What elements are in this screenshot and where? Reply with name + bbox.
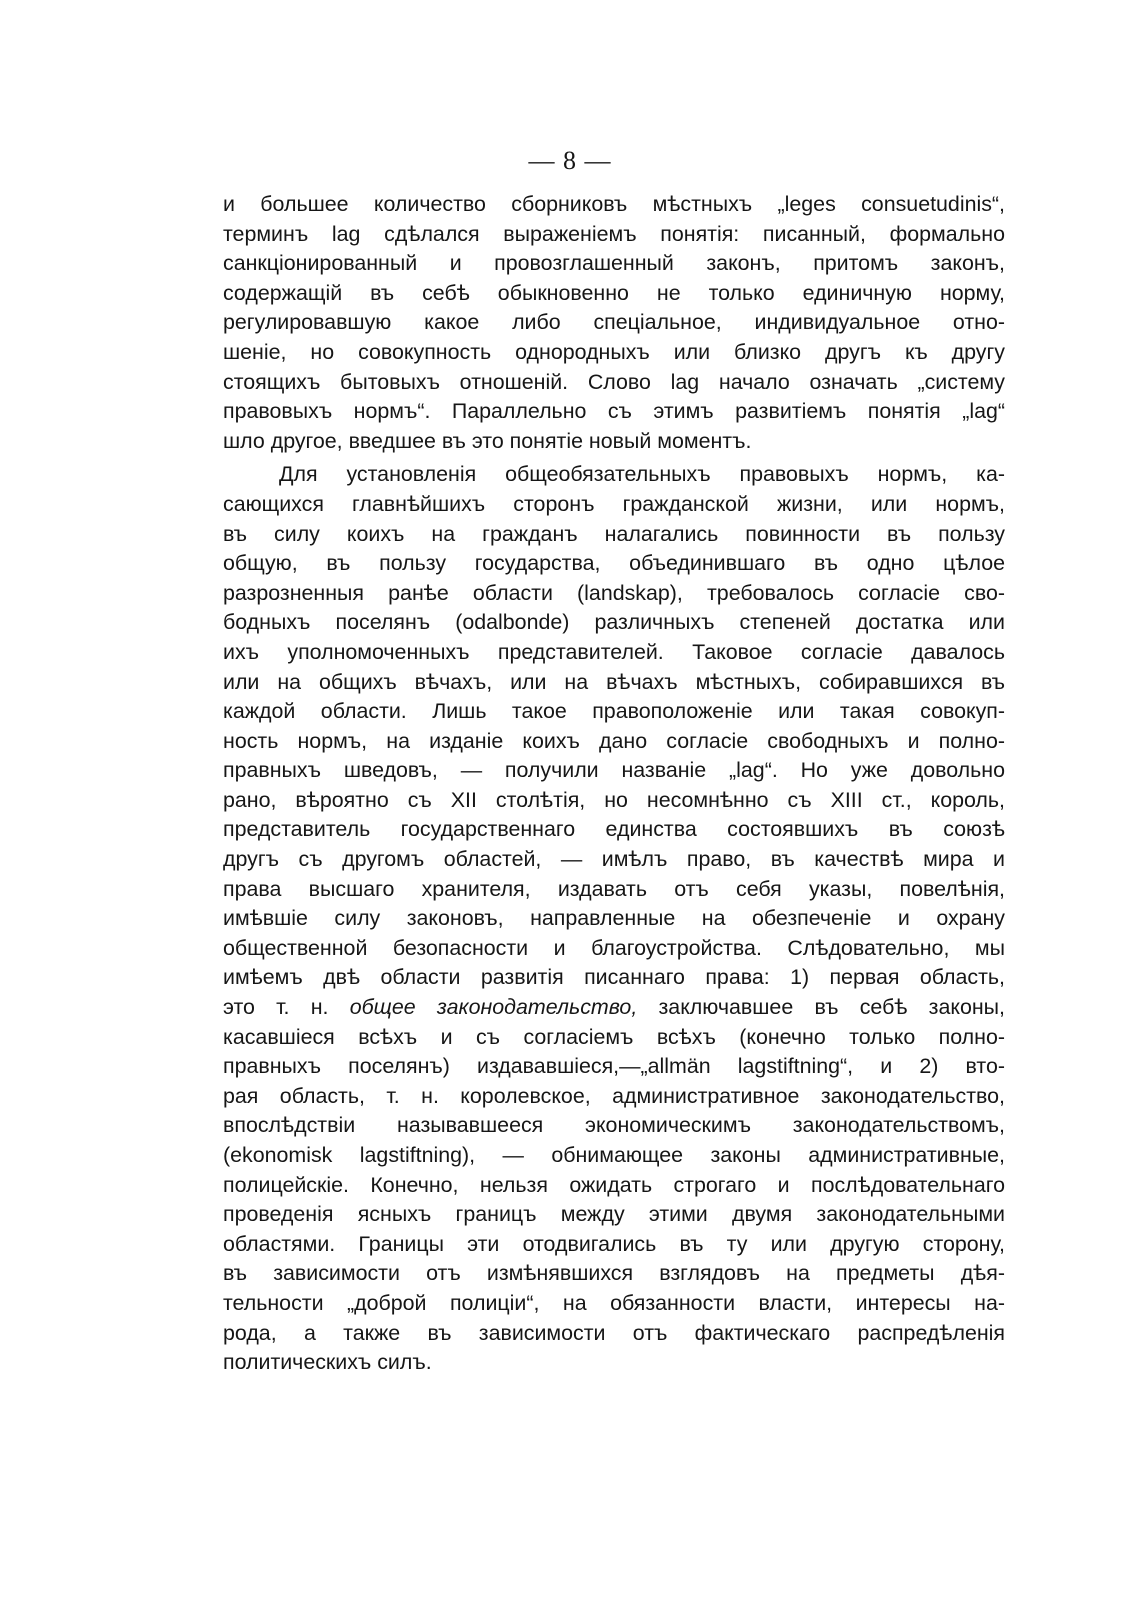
text-line: въ силу коихъ на гражданъ налагались повинности въ пользу	[223, 521, 1005, 546]
text-line: правныхъ шведовъ, — получили названіе „lag“. Но уже довольно	[223, 758, 1005, 783]
text-line: имѣемъ двѣ области развитія писаннаго права: 1) первая область,	[223, 965, 1005, 990]
text-line-with-italic	[223, 993, 1005, 1023]
text-line: общественной безопасности и благоустройства. Слѣдовательно, мы	[223, 935, 1005, 960]
text-line: рая область, т. н. королевское, административное законодательство,	[223, 1083, 1005, 1108]
text-line: санкціонированный и провозглашенный законъ, притомъ законъ,	[223, 251, 1005, 276]
text-line: права высшаго хранителя, издавать отъ себя указы, повелѣнія,	[223, 876, 1005, 901]
text-line: тельности „доброй полиціи“, на обязанности власти, интересы на-	[223, 1290, 1005, 1315]
text-line: разрозненныя ранѣе области (landskap), требовалось согласіе сво-	[223, 580, 1005, 605]
text-line: ность нормъ, на изданіе коихъ дано согласіе свободныхъ и полно-	[223, 728, 1005, 753]
text-line: касавшіеся всѣхъ и съ согласіемъ всѣхъ (конечно только полно-	[223, 1024, 1005, 1049]
text-line: сающихся главнѣйшихъ сторонъ гражданской жизни, или нормъ,	[223, 491, 1005, 516]
text-line: правовыхъ нормъ“. Параллельно съ этимъ развитіемъ понятія „lag“	[223, 399, 1005, 424]
text-line: регулировавшую какое либо спеціальное, индивидуальное отно-	[223, 310, 1005, 335]
body-text	[223, 190, 1005, 1378]
text-line: стоящихъ бытовыхъ отношеній. Слово lag начало означать „систему	[223, 369, 1005, 394]
text-line: впослѣдствіи называвшееся экономическимъ законодательствомъ,	[223, 1113, 1005, 1138]
italic-line-after: заключавшее въ себѣ законы,	[637, 995, 1005, 1020]
text-line: терминъ lag сдѣлался выраженіемъ понятія: писанный, формально	[223, 221, 1005, 246]
text-line: общую, въ пользу государства, объединившаго въ одно цѣлое	[223, 551, 1005, 576]
text-line: полицейскіе. Конечно, нельзя ожидать строгаго и послѣдовательнаго	[223, 1172, 1005, 1197]
paragraph-1	[223, 190, 1005, 456]
text-line: шло другое, введшее въ это понятіе новый моментъ.	[223, 428, 752, 453]
text-line: ихъ уполномоченныхъ представителей. Таковое согласіе давалось	[223, 639, 1005, 664]
text-line: имѣвшіе силу законовъ, направленные на обезпеченіе и охрану	[223, 906, 1005, 931]
text-line: проведенія ясныхъ границъ между этими двумя законодательными	[223, 1202, 1005, 1227]
text-line: рода, а также въ зависимости отъ фактическаго распредѣленія	[223, 1320, 1005, 1345]
text-line: шеніе, но совокупность однородныхъ или близко другъ къ другу	[223, 339, 1005, 364]
text-line: Для установленія общеобязательныхъ правовыхъ нормъ, ка-	[279, 462, 1005, 487]
text-line: политическихъ силъ.	[223, 1350, 432, 1375]
text-line: въ зависимости отъ измѣнявшихся взглядовъ на предметы дѣя-	[223, 1261, 1005, 1286]
text-line: представитель государственнаго единства состоявшихъ въ союзѣ	[223, 817, 1005, 842]
text-line: бодныхъ поселянъ (odalbonde) различныхъ степеней достатка или	[223, 610, 1005, 635]
text-line: каждой области. Лишь такое правоположеніе или такая совокуп-	[223, 699, 1005, 724]
text-line: рано, вѣроятно съ XII столѣтія, но несомнѣнно съ XIII ст., король,	[223, 787, 1005, 812]
text-line: и большее количество сборниковъ мѣстныхъ „leges consuetudinis“,	[223, 192, 1005, 216]
text-line: (ekonomisk lagstiftning), — обнимающее законы административные,	[223, 1143, 1005, 1167]
page-number: — 8 —	[528, 146, 612, 175]
text-line: содержащій въ себѣ обыкновенно не только единичную норму,	[223, 280, 1005, 305]
text-line: областями. Границы эти отодвигались въ ту или другую сторону,	[223, 1231, 1005, 1256]
paragraph-2	[223, 460, 1005, 1377]
text-line: другъ съ другомъ областей, — имѣлъ право, въ качествѣ мира и	[223, 847, 1005, 872]
italic-line-before: это т. н.	[223, 995, 350, 1020]
italic-emphasis: общее законодательство,	[349, 995, 638, 1020]
text-line: правныхъ поселянъ) издававшіеся,—„allmän lagstiftning“, и 2) вто-	[223, 1054, 1005, 1079]
text-line: или на общихъ вѣчахъ, или на вѣчахъ мѣстныхъ, собиравшихся въ	[223, 669, 1005, 694]
